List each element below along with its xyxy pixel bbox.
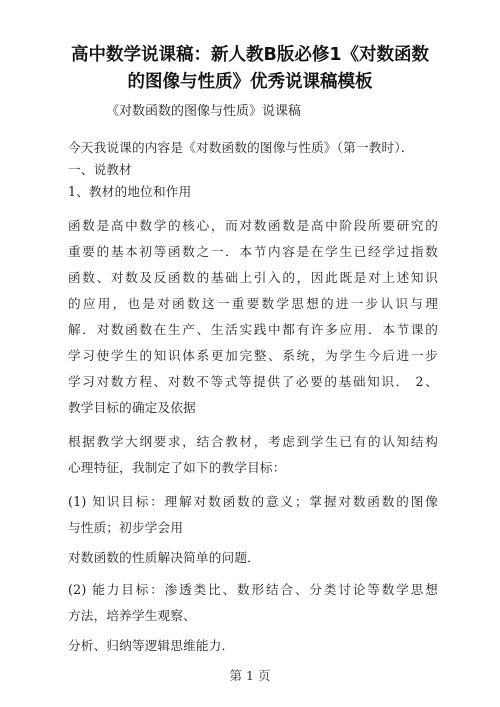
subsection-heading: 1、教材的地位和作用	[68, 184, 192, 199]
page-number: 第 1 页	[229, 668, 271, 683]
section-heading: 一、说教材	[68, 162, 132, 177]
body-line: 函数、对数及反函数的基础上引入的，因此既是对上述知识	[68, 270, 438, 285]
body-line: 的应用，也是对函数这一重要数学思想的进一步认识与理	[68, 296, 438, 311]
body-line: 心理特征，我制定了如下的教学目标：	[68, 460, 286, 475]
body-line: 函数是高中数学的核心，而对数函数是高中阶段所要研究的	[68, 218, 438, 233]
objective-line: 与性质；初步学会用	[68, 520, 184, 535]
body-line: 学习使学生的知识体系更加完整、系统，为学生今后进一步	[68, 348, 438, 363]
body-line: 分析、归纳等逻辑思维能力．	[68, 638, 235, 653]
body-line: 根据教学大纲要求，结合教材，考虑到学生已有的认知结构	[68, 434, 438, 449]
objective-line: 方法，培养学生观察、	[68, 608, 196, 623]
title-line-1: 高中数学说课稿：新人教B版必修1《对数函数	[70, 45, 429, 65]
body-line: 教学目标的确定及依据	[68, 400, 196, 415]
body-line: 对数函数的性质解决简单的问题．	[68, 550, 260, 565]
objective-line: (1) 知识目标：理解对数函数的意义；掌握对数函数的图像	[68, 494, 438, 509]
document-subtitle: 《对数函数的图像与性质》说课稿	[106, 104, 302, 119]
title-line-2: 的图像与性质》优秀说课稿模板	[127, 72, 373, 92]
body-line: 重要的基本初等函数之一．本节内容是在学生已经学过指数	[68, 244, 438, 259]
objective-line: (2) 能力目标：渗透类比、数形结合、分类讨论等数学思想	[68, 582, 438, 597]
body-line: 解．对数函数在生产、生活实践中都有许多应用．本节课的	[68, 322, 438, 337]
body-line: 学习对数方程、对数不等式等提供了必要的基础知识． 2、	[68, 374, 438, 389]
document-title	[60, 42, 440, 96]
body-line: 今天我说课的内容是《对数函数的图像与性质》（第一教时）．	[68, 140, 414, 155]
